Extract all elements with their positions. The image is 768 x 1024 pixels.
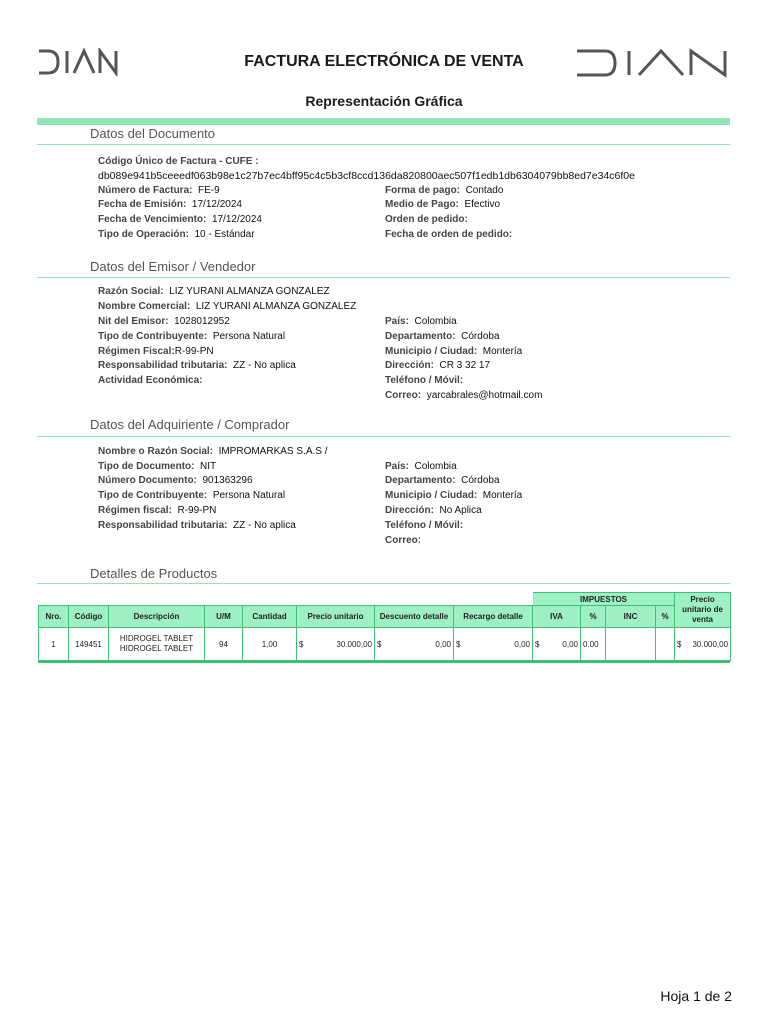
cufe-value: db089e941b5ceeedf063b98e1c27b7ec4bff95c4c5b3cf8ccd136da820800aec507f1edb1db6304079bb8ed7e34c6f0e bbox=[98, 170, 635, 182]
adquiriente-municipio: Municipio / Ciudad: Montería bbox=[385, 490, 523, 501]
col-iva-pct: % bbox=[581, 606, 606, 628]
cell-iva-pct: 0.00 bbox=[581, 628, 606, 661]
cell-precio-venta: $ 30.000,00 bbox=[675, 628, 731, 661]
precio-venta-header: Precio unitario de venta bbox=[675, 593, 731, 628]
section-title-emisor: Datos del Emisor / Vendedor bbox=[90, 259, 256, 274]
col-iva: IVA bbox=[533, 606, 581, 628]
section-divider bbox=[37, 144, 730, 145]
adquiriente-correo: Correo: bbox=[385, 535, 422, 546]
dian-logo-right bbox=[575, 48, 730, 78]
adquiriente-direccion: Dirección: No Aplica bbox=[385, 505, 482, 516]
col-um: U/M bbox=[205, 606, 243, 628]
section-divider bbox=[37, 436, 730, 437]
table-row bbox=[39, 628, 731, 661]
table-bottom-rule bbox=[38, 661, 730, 663]
col-cantidad: Cantidad bbox=[243, 606, 297, 628]
emisor-nombre-comercial: Nombre Comercial: LIZ YURANI ALMANZA GONZALEZ bbox=[98, 301, 357, 312]
adquiriente-telefono: Teléfono / Móvil: bbox=[385, 520, 464, 531]
emisor-tipo-contribuyente: Tipo de Contribuyente: Persona Natural bbox=[98, 331, 286, 342]
forma-pago: Forma de pago: Contado bbox=[385, 185, 504, 196]
section-divider bbox=[37, 583, 730, 584]
cell-um: 94 bbox=[205, 628, 243, 661]
adquiriente-departamento: Departamento: Córdoba bbox=[385, 475, 500, 486]
emisor-correo: Correo: yarcabrales@hotmail.com bbox=[385, 390, 543, 401]
col-nro: Nro. bbox=[39, 606, 69, 628]
cell-inc bbox=[606, 628, 656, 661]
emisor-pais: País: Colombia bbox=[385, 316, 457, 327]
col-codigo: Código bbox=[69, 606, 109, 628]
emisor-actividad: Actividad Económica: bbox=[98, 375, 203, 386]
col-descripcion: Descripción bbox=[109, 606, 205, 628]
col-descuento: Descuento detalle bbox=[375, 606, 454, 628]
header-accent-bar bbox=[37, 118, 730, 125]
fecha-emision: Fecha de Emisión: 17/12/2024 bbox=[98, 199, 242, 210]
numero-factura: Número de Factura: FE-9 bbox=[98, 185, 220, 196]
cell-descuento: $ 0,00 bbox=[375, 628, 454, 661]
page-number: Hoja 1 de 2 bbox=[660, 988, 732, 1004]
cell-cantidad: 1,00 bbox=[243, 628, 297, 661]
adquiriente-nombre: Nombre o Razón Social: IMPROMARKAS S.A.S / bbox=[98, 446, 328, 457]
fecha-vencimiento: Fecha de Vencimiento: 17/12/2024 bbox=[98, 214, 262, 225]
emisor-municipio: Municipio / Ciudad: Montería bbox=[385, 346, 523, 357]
emisor-razon-social: Razón Social: LIZ YURANI ALMANZA GONZALEZ bbox=[98, 286, 330, 297]
cell-recargo: $ 0,00 bbox=[454, 628, 533, 661]
cell-codigo: 149451 bbox=[69, 628, 109, 661]
col-recargo: Recargo detalle bbox=[454, 606, 533, 628]
emisor-nit: Nit del Emisor: 1028012952 bbox=[98, 316, 230, 327]
products-table bbox=[38, 592, 731, 661]
cell-descripcion: HIDROGEL TABLET HIDROGEL TABLET bbox=[109, 628, 205, 661]
cell-precio-unitario: $ 30.000,00 bbox=[297, 628, 375, 661]
impuestos-group-header: IMPUESTOS bbox=[533, 593, 675, 606]
emisor-telefono: Teléfono / Móvil: bbox=[385, 375, 464, 386]
tipo-operacion: Tipo de Operación: 10 - Estándar bbox=[98, 229, 255, 240]
adquiriente-responsabilidad: Responsabilidad tributaria: ZZ - No aplica bbox=[98, 520, 296, 531]
emisor-direccion: Dirección: CR 3 32 17 bbox=[385, 360, 491, 371]
emisor-regimen: Régimen Fiscal:R-99-PN bbox=[98, 346, 214, 357]
medio-pago: Medio de Pago: Efectivo bbox=[385, 199, 501, 210]
fecha-orden-pedido: Fecha de orden de pedido: bbox=[385, 229, 513, 240]
adquiriente-numero-documento: Número Documento: 901363296 bbox=[98, 475, 253, 486]
invoice-subtitle: Representación Gráfica bbox=[305, 93, 463, 109]
adquiriente-pais: País: Colombia bbox=[385, 461, 457, 472]
cell-nro: 1 bbox=[39, 628, 69, 661]
invoice-title: FACTURA ELECTRÓNICA DE VENTA bbox=[244, 53, 524, 70]
adquiriente-tipo-documento: Tipo de Documento: NIT bbox=[98, 461, 217, 472]
cell-iva: $ 0,00 bbox=[533, 628, 581, 661]
col-precio-unitario: Precio unitario bbox=[297, 606, 375, 628]
orden-pedido: Orden de pedido: bbox=[385, 214, 468, 225]
adquiriente-tipo-contribuyente: Tipo de Contribuyente: Persona Natural bbox=[98, 490, 286, 501]
table-header-row bbox=[39, 606, 731, 628]
emisor-departamento: Departamento: Córdoba bbox=[385, 331, 500, 342]
table-header-group-row bbox=[39, 593, 731, 606]
adquiriente-regimen: Régimen fiscal: R-99-PN bbox=[98, 505, 217, 516]
section-title-adquiriente: Datos del Adquiriente / Comprador bbox=[90, 417, 290, 432]
cufe-label: Código Único de Factura - CUFE : bbox=[98, 156, 259, 167]
section-title-productos: Detalles de Productos bbox=[90, 566, 218, 581]
col-inc-pct: % bbox=[656, 606, 675, 628]
emisor-responsabilidad: Responsabilidad tributaria: ZZ - No aplica bbox=[98, 360, 296, 371]
cell-inc-pct bbox=[656, 628, 675, 661]
section-divider bbox=[37, 277, 730, 278]
col-inc: INC bbox=[606, 606, 656, 628]
section-title-documento: Datos del Documento bbox=[90, 126, 216, 141]
